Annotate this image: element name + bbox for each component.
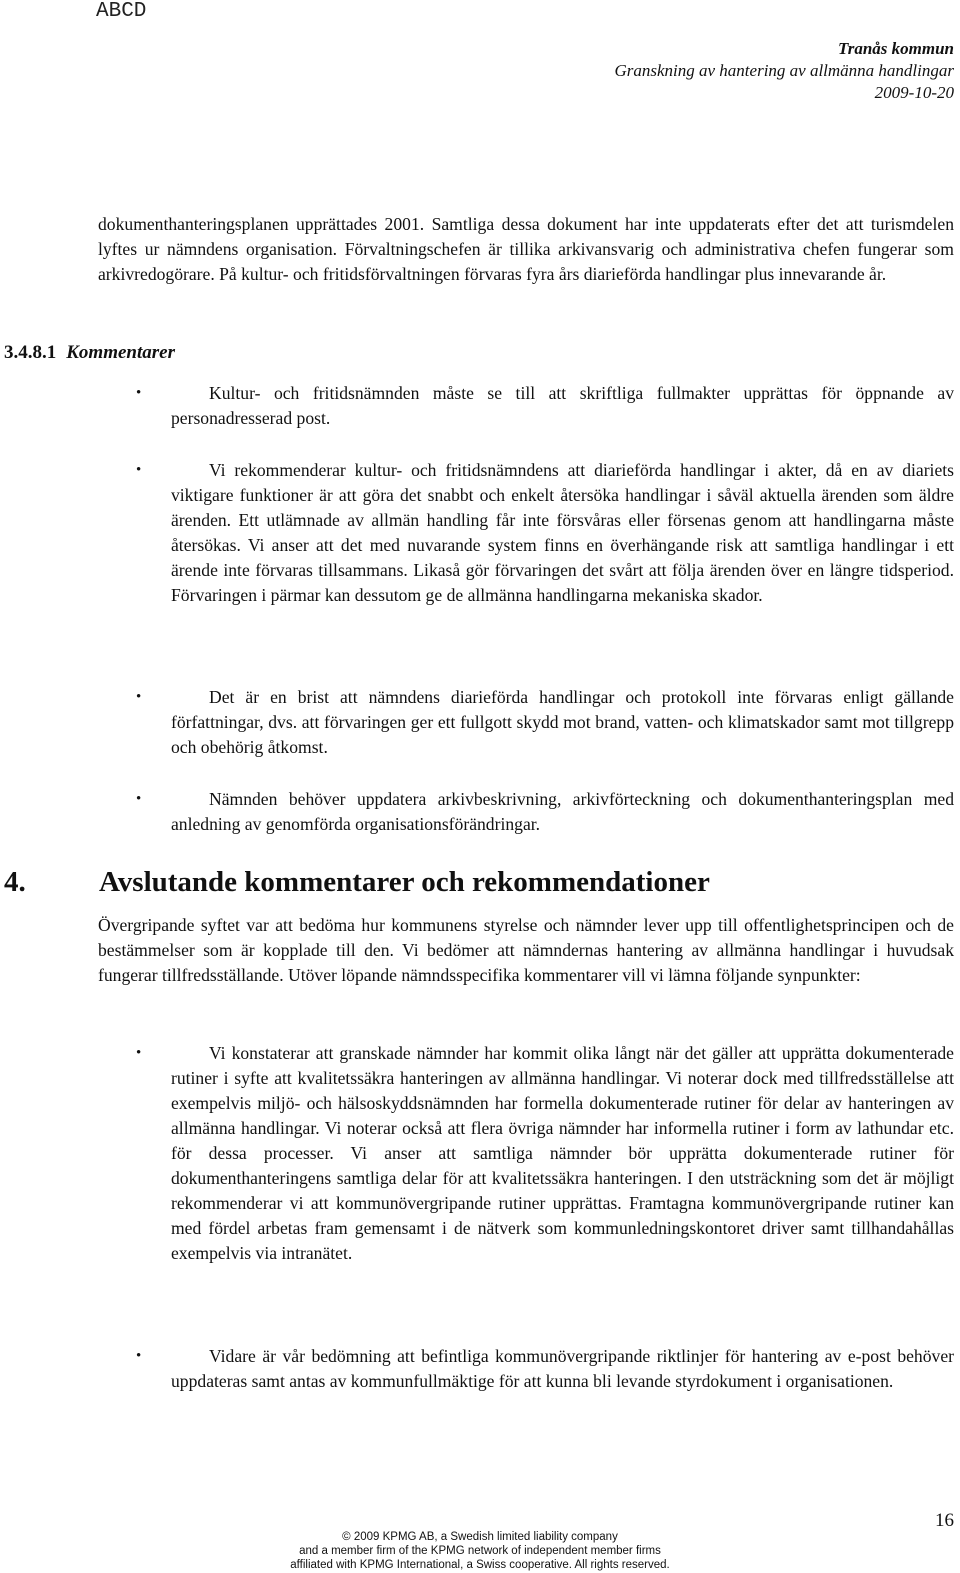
recommendation-text: Vidare är vår bedömning att befintliga kommunövergripande riktlinjer för hantering av e-post behöver uppdateras samt antas av kommunfullmäktige för att kunna bli levande styrdokument i organisationen.: [171, 1346, 954, 1391]
recommendation-text: Vi konstaterar att granskade nämnder har kommit olika långt när det gäller att upprätta dokumenterade rutiner i syfte att kvalitetssäkra hanteringen av allmänna handlingar. Vi noterar dock med tillfredsställelse att exempelvis miljö- och hälsoskyddsnämnden har formella dokumenterade rutiner för delar av hanteringen av allmänna handlingar. Vi noterar också att flera övriga nämnder har informella rutiner i form av lathundar etc. för dessa processer. Vi anser att samtliga nämnder bör upprätta dokumenterade rutiner för dokumenthanteringens samtliga delar för att kvalitetssäkra hanteringen. I den utsträckning som det är möjligt rekommenderar vi att kommunövergripande rutiner upprättas. Framtagna kommunövergripande rutiner kan med fördel arbetas fram gemensamt i de nätverk som kommunledningskontoret driver samt tillhandahållas exempelvis via intranätet.: [171, 1043, 954, 1263]
page-footer: [0, 1530, 960, 1572]
section-intro-paragraph: Övergripande syftet var att bedöma hur kommunens styrelse och nämnder lever upp till offentlighetsprincipen och de bestämmelser som är kopplade till den. Vi bedömer att nämndernas hantering av allmänna handlingar i huvudsak fungerar tillfredsställande. Utöver löpande nämndsspecifika kommentarer vill vi lämna följande synpunkter:: [98, 915, 954, 985]
header-organization: Tranås kommun: [837, 39, 954, 58]
bullet-icon: •: [136, 791, 142, 807]
comment-text: Vi rekommenderar kultur- och fritidsnämndens att diarieförda handlingar i akter, då en av diariets viktigare funktioner är att göra det snabbt och enkelt återsöka handlingar i såväl aktuella ärenden som äldre ärenden. Ett utlämnade av allmän handling får inte försvåras eller försenas genom att handlingarna måste återsökas. Vi anser att det med nuvarande system finns en överhängande risk att samtliga handlingar i ett ärende inte förvaras tillsammans. Likaså gör förvaringen det svårt att följa ärenden över en längre tidsperiod. Förvaringen i pärmar kan dessutom ge de allmänna handlingarna mekaniska skador.: [171, 460, 954, 605]
header-report-title: Granskning av hantering av allmänna handlingar: [614, 61, 954, 80]
section-number: 4.: [4, 866, 26, 898]
subsection-title: Kommentarer: [66, 342, 175, 363]
comment-text: Nämnden behöver uppdatera arkivbeskrivning, arkivförteckning och dokumenthanteringsplan med anledning av genomförda organisationsförändringar.: [171, 789, 954, 834]
comment-text: Kultur- och fritidsnämnden måste se till att skriftliga fullmakter upprättas för öppnande av personadresserad post.: [171, 383, 954, 428]
bullet-icon: •: [136, 385, 142, 401]
list-item: [136, 458, 954, 608]
list-item: [136, 381, 954, 431]
subsection-number: 3.4.8.1: [4, 342, 57, 363]
section-title: Avslutande kommentarer och rekommendationer: [99, 866, 710, 898]
comment-text: Det är en brist att nämndens diarieförda handlingar och protokoll inte förvaras enligt gällande författningar, dvs. att förvaringen ger ett fullgott skydd mot brand, vatten- och klimatskador samt mot tillgrepp och obehörig åtkomst.: [171, 687, 954, 757]
footer-line: and a member firm of the KPMG network of independent member firms: [299, 1545, 661, 1557]
page-header: [614, 38, 954, 104]
section-heading: [4, 863, 710, 901]
bullet-icon: •: [136, 689, 142, 705]
bullet-icon: •: [136, 1348, 142, 1364]
footer-line: © 2009 KPMG AB, a Swedish limited liability company: [342, 1531, 618, 1543]
bullet-icon: •: [136, 462, 142, 478]
page-number: 16: [935, 1510, 954, 1531]
intro-paragraph: dokumenthanteringsplanen upprättades 2001. Samtliga dessa dokument har inte uppdaterats efter det att turismdelen lyftes ur nämndens organisation. Förvaltningschefen är tillika arkivansvarig och administrativa chefen fungerar som arkivredogörare. På kultur- och fritidsförvaltningen förvaras fyra års diarieförda handlingar plus innevarande år.: [98, 214, 954, 284]
list-item: [136, 1344, 954, 1394]
subsection-heading: [4, 340, 175, 366]
list-item: [136, 685, 954, 760]
footer-line: affiliated with KPMG International, a Swiss cooperative. All rights reserved.: [290, 1559, 670, 1571]
list-item: [136, 787, 954, 837]
list-item: [136, 1041, 954, 1266]
bullet-icon: •: [136, 1045, 142, 1061]
header-date: 2009-10-20: [874, 83, 954, 102]
watermark-text: ABCD: [96, 0, 147, 23]
